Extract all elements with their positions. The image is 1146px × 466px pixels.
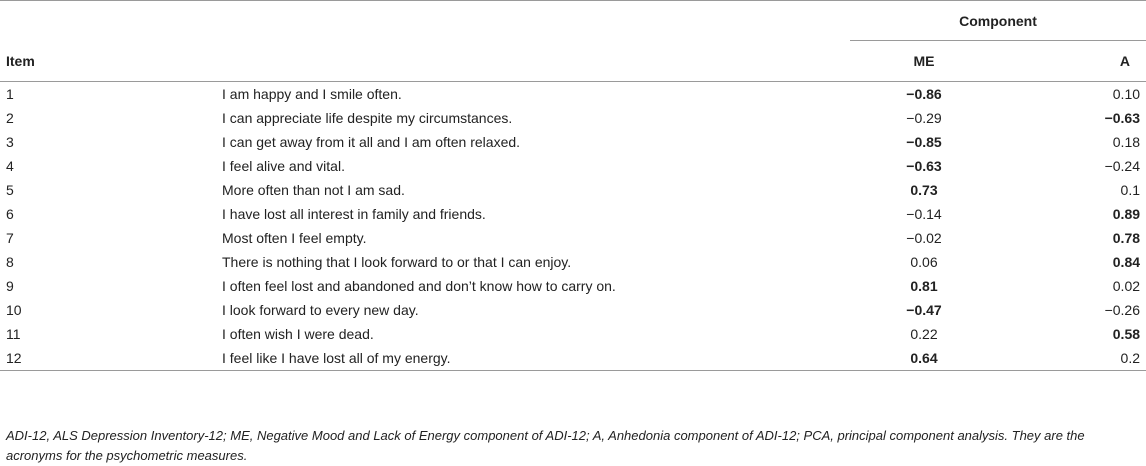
item-statement: I often feel lost and abandoned and don’t know how to carry on. xyxy=(222,278,616,294)
component-header xyxy=(850,1,1146,42)
a-loading: 0.1 xyxy=(1120,182,1141,198)
me-loading: −0.63 xyxy=(906,158,942,174)
item-number: 4 xyxy=(6,158,14,174)
me-loading: −0.02 xyxy=(906,230,942,246)
me-loading: 0.22 xyxy=(910,326,938,342)
table-body xyxy=(0,82,1146,371)
table-row xyxy=(0,226,1146,250)
header-row-component xyxy=(0,1,1146,42)
item-column-header: Item xyxy=(0,41,222,82)
item-statement: I feel like I have lost all of my energy. xyxy=(222,346,850,371)
item-number: 9 xyxy=(6,278,14,294)
table-row xyxy=(0,106,1146,130)
header-row-columns xyxy=(0,41,1146,82)
table-row xyxy=(0,130,1146,154)
item-statement: I have lost all interest in family and friends. xyxy=(222,206,486,222)
item-statement: More often than not I am sad. xyxy=(222,182,405,198)
table-row xyxy=(0,346,1146,371)
me-loading: −0.86 xyxy=(906,86,942,102)
me-loading: 0.64 xyxy=(850,346,998,371)
item-number: 6 xyxy=(6,206,14,222)
a-loading: −0.63 xyxy=(1104,110,1141,126)
item-statement: I often wish I were dead. xyxy=(222,326,374,342)
table-row xyxy=(0,322,1146,346)
table-row xyxy=(0,250,1146,274)
item-number: 3 xyxy=(6,134,14,150)
me-loading: −0.29 xyxy=(906,110,942,126)
item-statement: I can get away from it all and I am often relaxed. xyxy=(222,134,521,150)
text-column-header xyxy=(222,41,850,82)
me-loading: −0.14 xyxy=(906,206,942,222)
me-loading: −0.47 xyxy=(906,302,942,318)
item-number: 5 xyxy=(6,182,14,198)
table-row xyxy=(0,178,1146,202)
item-number: 8 xyxy=(6,254,14,270)
a-loading: 0.58 xyxy=(1112,326,1141,342)
table-row xyxy=(0,202,1146,226)
item-statement: Most often I feel empty. xyxy=(222,230,367,246)
item-number: 11 xyxy=(6,326,21,342)
header-spacer xyxy=(0,1,222,42)
item-statement: I look forward to every new day. xyxy=(222,302,419,318)
item-number: 12 xyxy=(0,346,222,371)
a-loading: −0.26 xyxy=(1104,302,1141,318)
a-loading: 0.78 xyxy=(1112,230,1141,246)
a-loading: 0.2 xyxy=(998,346,1146,371)
item-statement: I can appreciate life despite my circumstances. xyxy=(222,110,513,126)
component-header-label: Component xyxy=(959,13,1037,29)
me-loading: 0.06 xyxy=(910,254,938,270)
header-spacer xyxy=(222,1,850,42)
table-row xyxy=(0,154,1146,178)
a-loading: 0.89 xyxy=(1112,206,1141,222)
item-statement: There is nothing that I look forward to or that I can enjoy. xyxy=(222,254,572,270)
component-underline xyxy=(850,40,1146,41)
me-loading: 0.81 xyxy=(910,278,938,294)
item-statement: I am happy and I smile often. xyxy=(222,86,402,102)
item-number: 10 xyxy=(6,302,22,318)
item-number: 2 xyxy=(6,110,14,126)
table-header xyxy=(0,1,1146,82)
table-row xyxy=(0,274,1146,298)
a-column-header: A xyxy=(998,41,1146,82)
me-column-header: ME xyxy=(850,41,998,82)
me-loading: −0.85 xyxy=(906,134,942,150)
me-loading: 0.73 xyxy=(910,182,938,198)
table-row xyxy=(0,298,1146,322)
item-statement: I feel alive and vital. xyxy=(222,158,345,174)
a-loading: 0.18 xyxy=(1112,134,1141,150)
a-loading: 0.02 xyxy=(1112,278,1141,294)
table-footnote: ADI-12, ALS Depression Inventory-12; ME, Negative Mood and Lack of Energy component of ADI-12; A, Anhedonia component of ADI-12; PCA, principal component analysis. They are the acronyms for the psychometric measures. xyxy=(6,428,1085,463)
table-row xyxy=(0,82,1146,107)
item-number: 7 xyxy=(6,230,14,246)
a-loading: 0.84 xyxy=(1112,254,1141,270)
item-number: 1 xyxy=(6,86,14,102)
a-loading: −0.24 xyxy=(1104,158,1141,174)
a-loading: 0.10 xyxy=(1112,86,1141,102)
